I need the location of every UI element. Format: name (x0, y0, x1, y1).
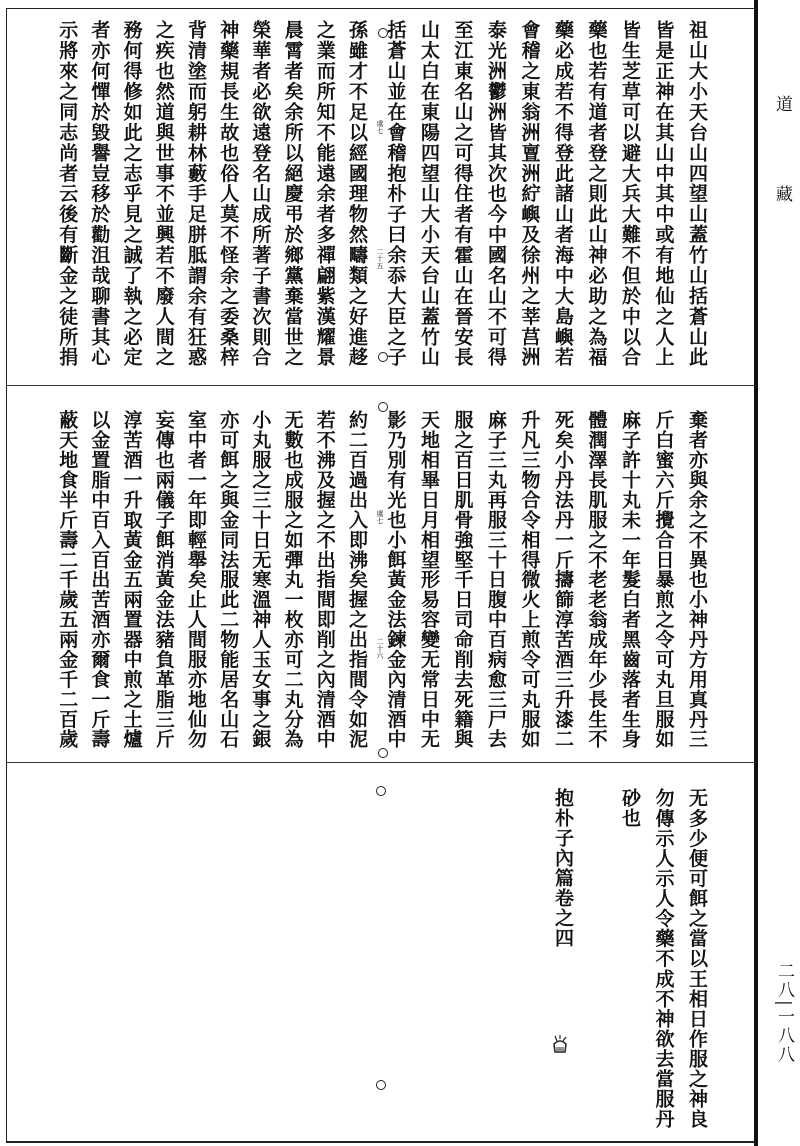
text-column: 妄傳也兩儀子餌消黃金法豬負革脂三斤 (152, 410, 175, 748)
text-column: 背清塗而躬耕林藪手足胼胝謂余有狂惑 (185, 20, 207, 366)
text-column: 影乃別有光也小餌黃金法鍊金內清酒中 (384, 410, 407, 748)
text-column: 小丸服之三十日无寒溫神人玉女事之銀 (249, 410, 272, 748)
circle-mark (376, 1080, 386, 1090)
margin-note: 二十五 (376, 248, 384, 269)
text-column: 晨霄者矣余所以絕慶弔於鄉黨棄當世之 (281, 20, 304, 366)
margin-note: 虞七 (376, 120, 384, 134)
text-column: 之業而所知不能遠余者多禪翩紫漢耀景 (313, 20, 336, 366)
text-column: 藥也若有道者登之則此山神必助之為福 (585, 20, 608, 366)
text-column: 體潤澤長肌服之不老老翁成年少長生不 (585, 410, 608, 748)
text-column: 砂也 (619, 788, 641, 828)
text-column: 者亦何憚於毀譽豈移於勸沮哉聊書其心 (88, 20, 111, 366)
circle-mark (376, 786, 386, 796)
page-border (6, 8, 757, 1143)
text-column: 孫雖才不足以經國理物然疇類之好進趍 (346, 20, 368, 366)
text-column: 若不沸及握之不出指間即削之內清酒中 (313, 410, 336, 748)
text-column: 括蒼山並在會稽抱朴子曰余忝大臣之子 (384, 20, 407, 366)
chapter-title: 抱朴子內篇卷之四 (552, 788, 574, 948)
page-number: 二八|一八八 (774, 962, 794, 1065)
text-column: 務何得修如此之志乎見之誠了執之必定 (120, 20, 143, 366)
text-column: 室中者一年即輕舉矣止人間服亦地仙勿 (185, 410, 207, 748)
text-column: 山太白在東陽四望山大小天台山蓋竹山 (418, 20, 440, 366)
text-column: 榮華者必欲遠登名山成所著子書次則合 (249, 20, 272, 366)
text-column: 麻子許十丸未一年髮白者黑齒落者生身 (619, 410, 641, 748)
circle-mark (378, 402, 388, 412)
text-column: 死矣小丹法丹一斤擣篩淳苦酒三升漆二 (552, 410, 574, 748)
text-column: 服之百日肌骨強堅千日司命削去死籍與 (451, 410, 474, 748)
text-column: 神藥規長生故也俗人莫不怪余之委桑梓 (217, 20, 240, 366)
text-column: 皆生芝草可以避大兵大難不但於中以合 (619, 20, 641, 366)
text-column: 約二百過出入即沸矣握之出指間令如泥 (346, 410, 368, 748)
text-column: 天地相畢日月相望形易容變无常日中无 (418, 410, 440, 748)
text-column: 泰光洲鬱洲皆其次也今中國名山不可得 (485, 20, 507, 366)
panel-divider (6, 762, 756, 763)
text-column: 至江東名山之可得住者有霍山在晉安長 (451, 20, 474, 366)
text-column: 升凡三物合令相得微火上煎令可丸服如 (518, 410, 541, 748)
margin-note: 虞七 (376, 510, 384, 524)
text-column: 无數也成服之如彈丸一枚亦可二丸分為 (281, 410, 304, 748)
seal-icon (551, 1034, 569, 1054)
circle-mark (378, 748, 388, 758)
text-column: 淳苦酒一升取黃金五兩置器中煎之土爐 (120, 410, 143, 748)
text-column: 麻子三丸再服三十日腹中百病愈三尸去 (485, 410, 507, 748)
circle-mark (378, 28, 388, 38)
text-column: 示將來之同志尚者云後有斷金之徒所捐 (56, 20, 79, 366)
sidebar-char-zang: 藏 (776, 185, 793, 205)
text-column: 皆是正神在其山中其中或有地仙之人上 (652, 20, 675, 366)
text-column: 祖山大小天台山四望山蓋竹山括蒼山此 (686, 20, 708, 366)
margin-note: 二十六 (376, 638, 384, 659)
text-column: 棄者亦與余之不異也小神丹方用真丹三 (686, 410, 708, 748)
circle-mark (378, 352, 388, 362)
spine-line (754, 0, 758, 1146)
text-column: 會稽之東翁洲亶洲紵嶼及徐州之莘莒洲 (518, 20, 541, 366)
text-column: 无多少便可餌之當以王相日作服之神良 (686, 788, 708, 1128)
text-column: 以金置脂中百入百出苦酒亦爾食一斤壽 (88, 410, 111, 748)
text-column: 亦可餌之與金同法服此二物能居名山石 (217, 410, 240, 748)
text-column: 斤白蜜六斤攪合日暴煎之令可丸旦服如 (652, 410, 675, 748)
panel-divider (6, 385, 756, 386)
text-column: 藥必成若不得登此諸山者海中大島嶼若 (552, 20, 574, 366)
sidebar-char-dao: 道 (776, 95, 793, 115)
text-column: 之疾也然道與世事不並興若不廢人間之 (152, 20, 175, 366)
text-column: 蔽天地食半斤壽二千歲五兩金千二百歲 (56, 410, 79, 748)
text-column: 勿傳示人示人令藥不成不神欲去當服丹 (652, 788, 675, 1128)
